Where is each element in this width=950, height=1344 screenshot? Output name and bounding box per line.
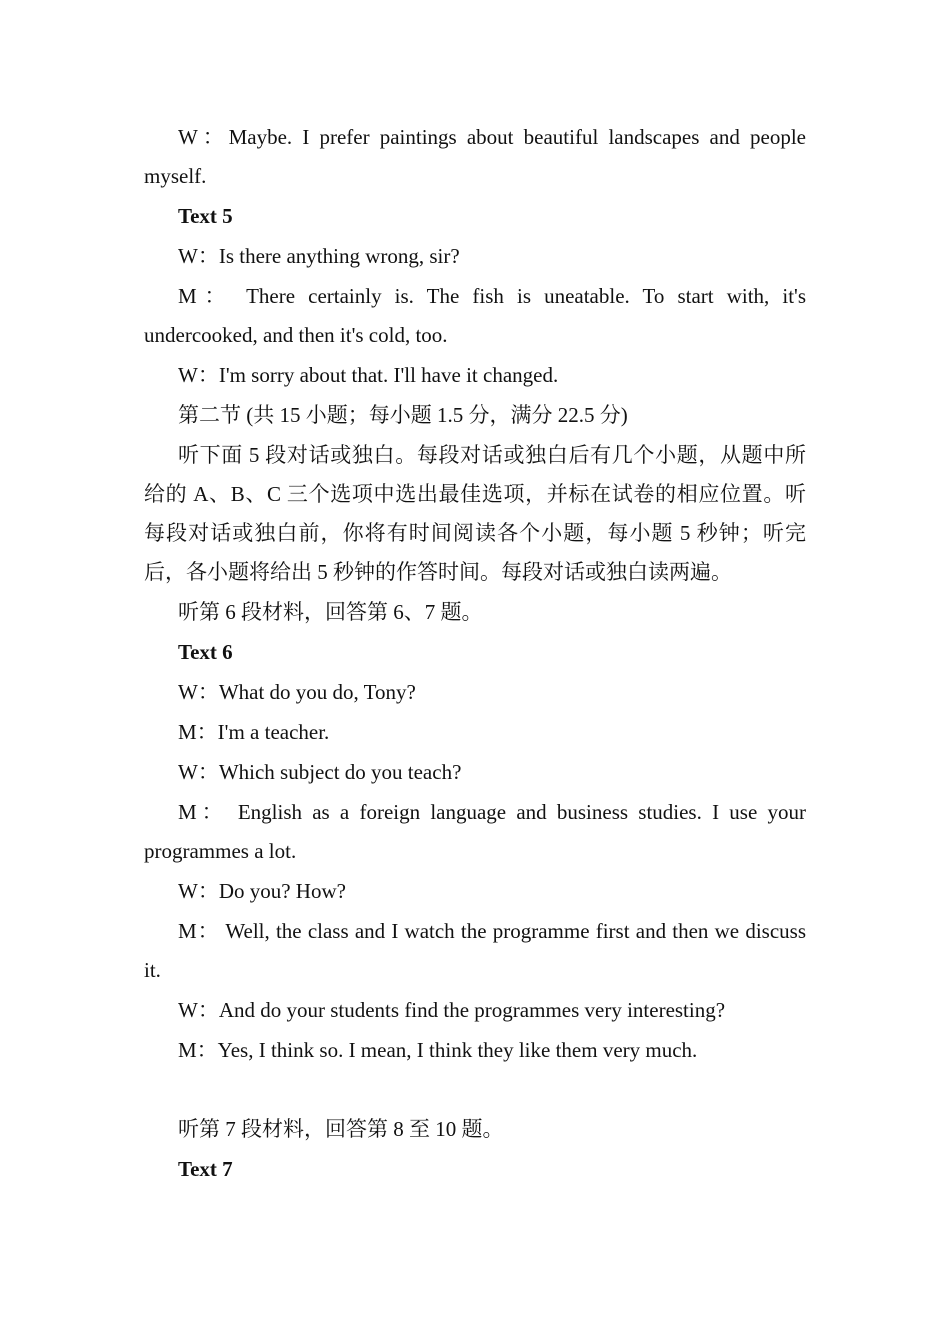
section-heading-text-6: Text 6: [178, 640, 233, 664]
document-page: [144, 118, 806, 1190]
material-instruction: 听第 6 段材料，回答第 6、7 题。: [178, 600, 483, 624]
dialogue-line: M： Well, the class and I watch the programme first and then we discuss it.: [144, 919, 806, 982]
blank-line: [144, 1071, 806, 1110]
dialogue-line: W：Is there anything wrong, sir?: [178, 244, 460, 268]
instructions-paragraph: 听下面 5 段对话或独白。每段对话或独白后有几个小题，从题中所给的 A、B、C 三个选项中选出最佳选项，并标在试卷的相应位置。听每段对话或独白前，你将有时间阅读各个小题，每小题 5 秒钟；听完后，各小题将给出 5 秒钟的作答时间。每段对话或独白读两遍。: [144, 443, 806, 584]
dialogue-line: W：I'm sorry about that. I'll have it changed.: [178, 363, 559, 387]
dialogue-line: W：Do you? How?: [178, 879, 346, 903]
material-instruction: 听第 7 段材料，回答第 8 至 10 题。: [178, 1117, 504, 1141]
dialogue-line: W：What do you do, Tony?: [178, 680, 416, 704]
dialogue-line: M： English as a foreign language and business studies. I use your programmes a lot.: [144, 800, 806, 863]
dialogue-line: M： There certainly is. The fish is uneatable. To start with, it's undercooked, and then it's cold, too.: [144, 284, 806, 347]
dialogue-line: M：I'm a teacher.: [178, 720, 330, 744]
section-heading-text-7: Text 7: [178, 1157, 233, 1181]
dialogue-line: W：Maybe. I prefer paintings about beautiful landscapes and people myself.: [144, 125, 806, 188]
dialogue-line: W：Which subject do you teach?: [178, 760, 462, 784]
section-title-part-two: 第二节 (共 15 小题；每小题 1.5 分，满分 22.5 分): [178, 403, 628, 427]
dialogue-line: M：Yes, I think so. I mean, I think they like them very much.: [178, 1038, 698, 1062]
dialogue-line: W：And do your students find the programmes very interesting?: [178, 998, 726, 1022]
section-heading-text-5: Text 5: [178, 204, 233, 228]
